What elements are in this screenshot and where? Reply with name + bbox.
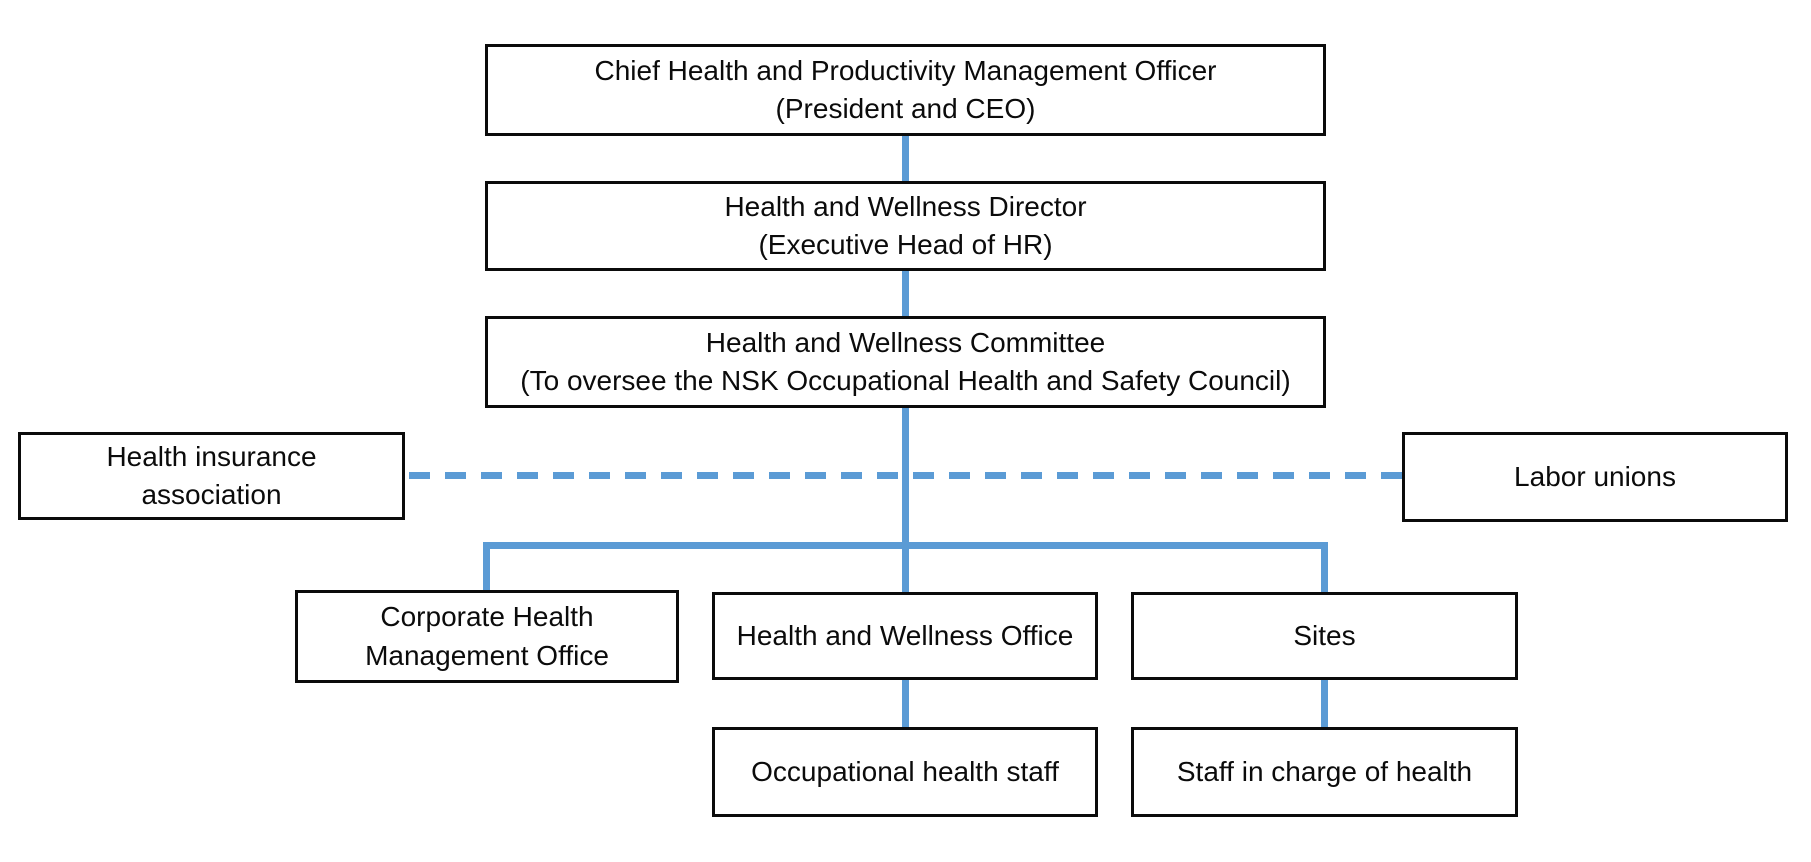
- node-health-insurance-association: [18, 432, 405, 520]
- node-chief-health-productivity-officer: [485, 44, 1326, 136]
- connector-branch-bar: [483, 542, 1328, 549]
- node-label-line1: Health and Wellness Director: [724, 190, 1087, 222]
- node-label-line1: Health and Wellness Committee: [705, 326, 1106, 358]
- connector-sites-drop: [1321, 542, 1328, 592]
- node-label: Occupational health staff: [751, 755, 1059, 787]
- node-label-line2: (President and CEO): [775, 93, 1036, 124]
- node-label-line2: association: [141, 479, 282, 510]
- node-label-line2: (To oversee the NSK Occupational Health and Safety Council): [520, 365, 1291, 396]
- node-health-wellness-committee: [485, 316, 1326, 408]
- node-label: Staff in charge of health: [1176, 755, 1473, 787]
- node-label-line2: Management Office: [365, 639, 609, 671]
- connector-dashed-association-unions: [409, 472, 1402, 479]
- node-label-line1: Chief Health and Productivity Management Officer: [594, 54, 1217, 86]
- node-health-wellness-office: [712, 592, 1098, 680]
- node-label: Labor unions: [1514, 460, 1676, 492]
- connector-sites-staff: [1321, 680, 1328, 727]
- node-label-line2: (Executive Head of HR): [758, 229, 1053, 260]
- node-labor-unions: [1402, 432, 1788, 522]
- node-corporate-health-management-office: [295, 590, 679, 683]
- connector-wellness-occupational: [902, 680, 909, 727]
- node-label: Health and Wellness Office: [736, 619, 1074, 651]
- connector-committee-trunk: [902, 408, 909, 592]
- node-health-wellness-director: [485, 181, 1326, 271]
- connector-director-committee: [902, 271, 909, 316]
- node-occupational-health-staff: [712, 727, 1098, 817]
- node-sites: [1131, 592, 1518, 680]
- node-label-line1: Health insurance: [106, 440, 317, 472]
- node-label-line1: Corporate Health: [380, 601, 594, 633]
- node-staff-in-charge-of-health: [1131, 727, 1518, 817]
- node-label: Sites: [1293, 619, 1356, 651]
- connector-corporate-drop: [483, 542, 490, 590]
- connector-chief-director: [902, 136, 909, 181]
